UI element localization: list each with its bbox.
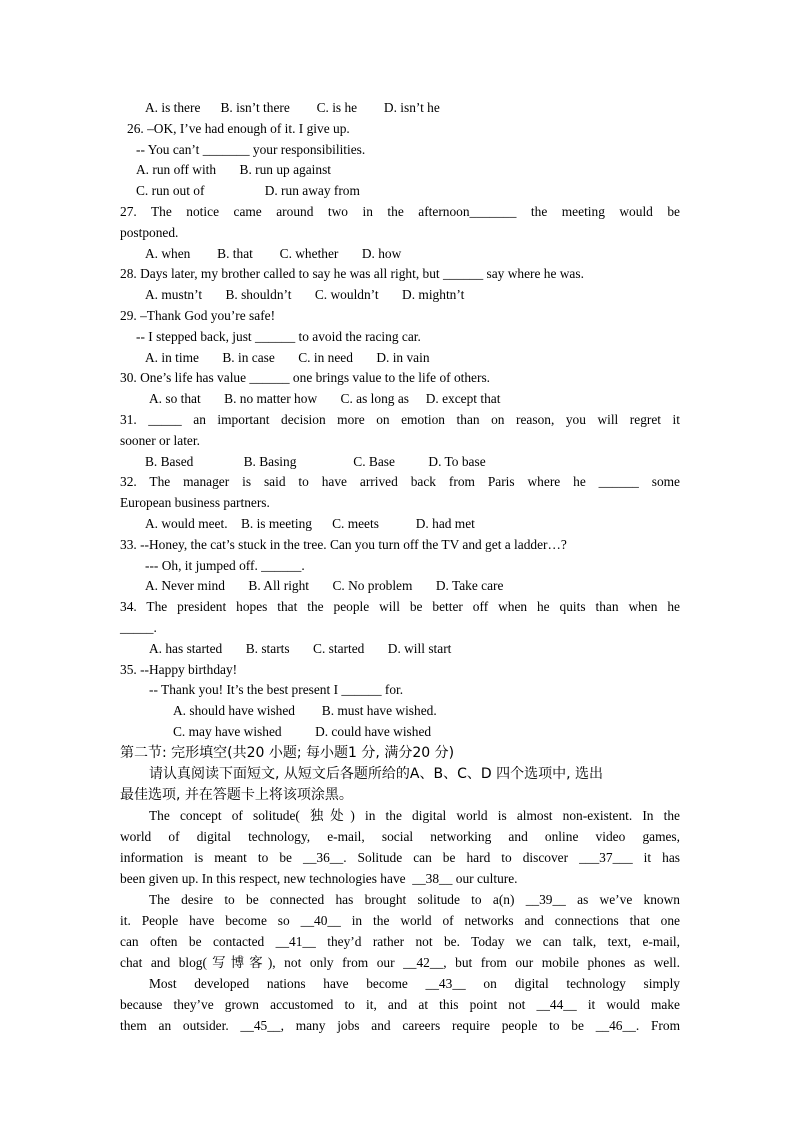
passage-line-9: Most developed nations have become __43__ on digital technology simply [149, 976, 680, 991]
passage-line-8: chat and blog(写博客), not only from our __42__, but from our mobile phones as well. [120, 955, 680, 970]
q34-options: A. has started B. starts C. started D. will start [149, 641, 452, 656]
q33-question: 33. --Honey, the cat’s stuck in the tree. Can you turn off the TV and get a ladder…? [120, 537, 567, 552]
q27-question-cont: postponed. [120, 225, 179, 240]
passage-line-4: been given up. In this respect, new technologies have __38__ our culture. [120, 871, 518, 886]
section-instructions: 请认真阅读下面短文, 从短文后各题所给的A、B、C、D 四个选项中, 选出 [149, 766, 603, 782]
q34-question-cont: _____. [120, 620, 157, 635]
passage-line-6: it. People have become so __40__ in the world of networks and connections that one [120, 913, 680, 928]
q25-options: A. is there B. isn’t there C. is he D. isn’t he [145, 100, 440, 115]
q27-question: 27. The notice came around two in the afternoon_______ the meeting would be [120, 204, 680, 219]
section-heading: 第二节: 完形填空(共20 小题; 每小题1 分, 满分20 分) [120, 745, 455, 761]
q31-options: B. Based B. Basing C. Base D. To base [145, 454, 486, 469]
q32-question-cont: European business partners. [120, 495, 270, 510]
passage-line-10: because they’ve grown accustomed to it, and at this point not __44__ it would make [120, 997, 680, 1012]
passage-line-5: The desire to be connected has brought solitude to a(n) __39__ as we’ve known [149, 892, 680, 907]
q30-question: 30. One’s life has value ______ one brings value to the life of others. [120, 370, 491, 385]
q35-question: 35. --Happy birthday! [120, 662, 238, 677]
q35-options-row2: C. may have wished D. could have wished [173, 724, 432, 739]
q29-reply: -- I stepped back, just ______ to avoid the racing car. [136, 329, 421, 344]
q26-reply: -- You can’t _______ your responsibilities. [136, 142, 366, 157]
q35-options-row1: A. should have wished B. must have wished. [173, 703, 437, 718]
q26-question: 26. –OK, I’ve had enough of it. I give up. [127, 121, 350, 136]
q28-question: 28. Days later, my brother called to say he was all right, but ______ say where he was. [120, 266, 584, 281]
q32-options: A. would meet. B. is meeting C. meets D. had met [145, 516, 475, 531]
q29-question: 29. –Thank God you’re safe! [120, 308, 276, 323]
q28-options: A. mustn’t B. shouldn’t C. wouldn’t D. mightn’t [145, 287, 465, 302]
passage-line-11: them an outsider. __45__, many jobs and careers require people to be __46__. From [120, 1018, 680, 1033]
q35-reply: -- Thank you! It’s the best present I ______ for. [149, 682, 404, 697]
q34-question: 34. The president hopes that the people will be better off when he quits than when he [120, 599, 680, 614]
q33-reply: --- Oh, it jumped off. ______. [145, 558, 305, 573]
q32-question: 32. The manager is said to have arrived back from Paris where he ______ some [120, 474, 680, 489]
q31-question-cont: sooner or later. [120, 433, 200, 448]
passage-line-1: The concept of solitude( 独处) in the digital world is almost non-existent. In the [149, 808, 680, 823]
passage-line-2: world of digital technology, e-mail, social networking and online video games, [120, 829, 680, 844]
q30-options: A. so that B. no matter how C. as long as D. except that [149, 391, 501, 406]
passage-line-3: information is meant to be __36__. Solitude can be hard to discover ___37___ it has [120, 850, 680, 865]
q31-question: 31. _____ an important decision more on emotion than on reason, you will regret it [120, 412, 680, 427]
section-instructions-cont: 最佳选项, 并在答题卡上将该项涂黑。 [120, 787, 353, 803]
q26-options-row2: C. run out of D. run away from [136, 183, 360, 198]
q33-options: A. Never mind B. All right C. No problem D. Take care [145, 578, 504, 593]
q26-options-row1: A. run off with B. run up against [136, 162, 332, 177]
q29-options: A. in time B. in case C. in need D. in vain [145, 350, 430, 365]
q27-options: A. when B. that C. whether D. how [145, 246, 402, 261]
passage-line-7: can often be contacted __41__ they’d rather not be. Today we can talk, text, e-mail, [120, 934, 680, 949]
